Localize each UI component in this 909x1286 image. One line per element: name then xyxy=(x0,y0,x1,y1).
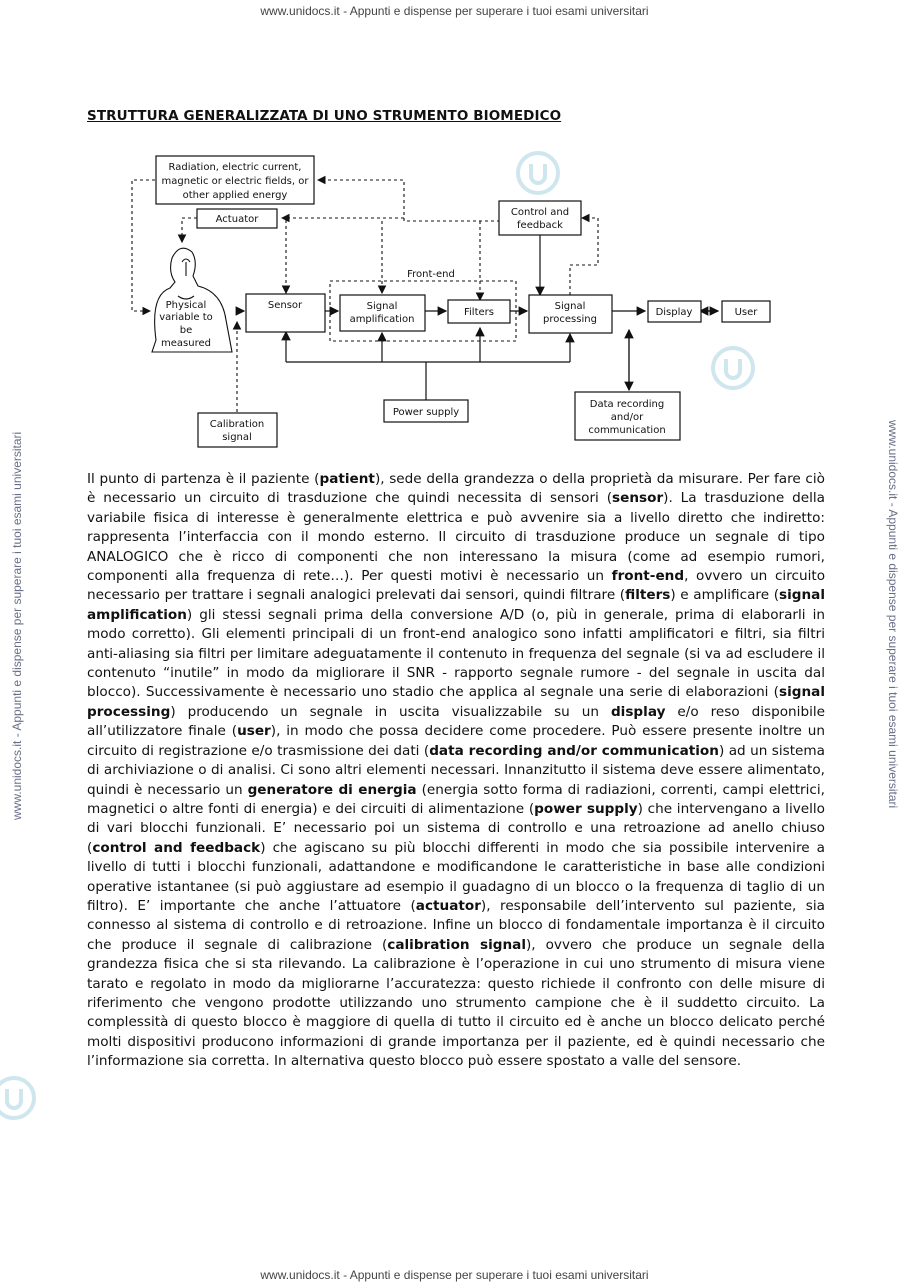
physical-label-4: measured xyxy=(161,338,211,349)
filters-label: Filters xyxy=(464,307,494,318)
logo-watermark-icon xyxy=(0,1075,40,1121)
watermark-top: www.unidocs.it - Appunti e dispense per superare i tuoi esami universitari xyxy=(260,4,649,18)
display-label: Display xyxy=(655,307,693,318)
body-keyword: filters xyxy=(625,587,671,604)
body-keyword: control and feedback xyxy=(92,839,261,856)
body-text-run: ), ovvero che produce un segnale della grandezza fisica che si sta rilevando. La calibrazione è l’operazione in cui uno strumento di misura viene tarato e regolato in modo da migliorarne l’accuratezza: questo richiede il confronto con delle misure di riferimento che vengono prodotte utilizzando uno strumento campione che è il suddetto circuito. La complessità di questo blocco è maggiore di quella di tutto il circuito ed è anche un blocco delicato perché molti dispositivi producono informazioni di grande importanza per il paziente, ed è quindi necessario che l’informazione sia corretta. In alternativa questo blocco può essere spostato a valle del sensore. xyxy=(87,936,825,1070)
physical-label-2: variable to xyxy=(159,312,213,323)
control-label-1: Control and xyxy=(510,207,570,218)
document-title: STRUTTURA GENERALIZZATA DI UNO STRUMENTO BIOMEDICO xyxy=(87,108,562,124)
body-text-run: ) che intervengano a livello di vari blocchi funzionali. E’ necessario poi un sistema di controllo e una retroazione ad anello chiuso ( xyxy=(87,800,825,856)
body-text-run: , ovvero un circuito necessario per trattare i segnali analogici prelevati dai sensori, quindi filtrare ( xyxy=(87,568,826,604)
body-keyword: sensor xyxy=(612,490,664,507)
body-paragraph xyxy=(87,470,825,1072)
energy-label-1: Radiation, electric current, xyxy=(168,162,302,173)
sensor-label: Sensor xyxy=(267,300,303,311)
body-text-run: ) producendo un segnale in uscita visualizzabile su un xyxy=(170,703,611,720)
calibration-label-1: Calibration xyxy=(209,419,265,430)
physical-label-1: Physical xyxy=(165,300,207,311)
amplification-label-1: Signal xyxy=(366,301,398,312)
body-text-run: ), responsabile dell’intervento sul paziente, sia connesso al sistema di controllo e di retroazione. Infine un blocco di fondamentale importanza è il circuito che produce il segnale di calibrazione ( xyxy=(87,897,825,953)
body-text-run: (energia sotto forma di radiazioni, correnti, campi elettrici, magnetici o altre fonti di energia) e dei circuiti di alimentazione ( xyxy=(87,781,825,817)
body-text-run: e/o reso disponibile all’utilizzatore finale ( xyxy=(87,703,825,740)
body-keyword: actuator xyxy=(415,897,481,914)
body-keyword: generatore di energia xyxy=(247,781,417,798)
recording-label-1: Data recording xyxy=(589,399,665,410)
energy-label-2: magnetic or electric fields, or xyxy=(161,176,309,187)
recording-label-2: and/or xyxy=(610,412,644,423)
body-keyword: data recording and/or communication xyxy=(429,742,719,759)
physical-label-3: be xyxy=(179,325,193,336)
watermark-bottom: www.unidocs.it - Appunti e dispense per superare i tuoi esami universitari xyxy=(260,1268,649,1282)
amplification-label-2: amplification xyxy=(349,314,415,325)
body-keyword: patient xyxy=(319,471,375,487)
body-keyword: signal processing xyxy=(87,684,825,720)
body-keyword: user xyxy=(237,723,271,740)
body-text-run: ). La trasduzione della variabile fisica di interesse è generalmente elettrica e può avvenire sia a livello diretto che indiretto: rappresenta l’interfaccia con il mondo esterno. Il circuito di trasduzione produce un segnale di tipo ANALOGICO che è ricco di componenti che non interessano la misura (come ad esempio rumori, componenti alla frequenza di rete…). Per questi motivi è necessario un xyxy=(87,490,826,585)
body-keyword: front-end xyxy=(611,568,685,585)
body-text-run: ) che agiscano su più blocchi differenti in modo che sia possibile intervenire a livello di tutti i blocchi funzionali, adattandone e modificandone le caratteristiche in base alle condizioni operative istantanee (si può aggiustare ad esempio il guadagno di un blocco o la frequenza di taglio di un filtro). E’ importante che anche l’attuatore ( xyxy=(87,839,825,914)
user-label: User xyxy=(734,307,758,318)
body-keyword: signal amplification xyxy=(87,587,826,623)
power-label: Power supply xyxy=(392,407,460,418)
watermark-left: www.unidocs.it - Appunti e dispense per superare i tuoi esami universitari xyxy=(10,431,24,820)
processing-label-2: processing xyxy=(543,314,597,325)
watermark-right: www.unidocs.it - Appunti e dispense per superare i tuoi esami universitari xyxy=(886,420,900,809)
recording-label-3: communication xyxy=(588,425,666,436)
body-text-run: ), in modo che possa decidere come procedere. Può essere presente inoltre un circuito di registrazione e/o trasmissione dei dati ( xyxy=(87,723,825,759)
body-text-run: Il punto di partenza è il paziente ( xyxy=(87,471,320,487)
calibration-label-2: signal xyxy=(222,432,252,443)
energy-label-3: other applied energy xyxy=(182,190,288,201)
body-keyword: calibration signal xyxy=(387,936,526,953)
body-text-run: ), sede della grandezza o della proprietà da misurare. Per fare ciò è necessario un circuito di trasduzione che quindi necessita di sensori ( xyxy=(87,471,825,507)
frontend-label: Front-end xyxy=(407,269,455,280)
actuator-label: Actuator xyxy=(215,214,259,225)
body-text-run: ) ad un sistema di archiviazione o di analisi. Ci sono altri elementi necessari. Innanzitutto il sistema deve essere alimentato, quindi è necessario un xyxy=(87,742,825,798)
body-keyword: display xyxy=(610,703,666,720)
control-label-2: feedback xyxy=(517,220,563,231)
processing-label-1: Signal xyxy=(554,301,586,312)
body-text-run: ) gli stessi segnali prima della conversione A/D (o, più in generale, prima di elaborarli in modo corretto). Gli elementi principali di un front-end analogico sono infatti amplificatori e filtri, sia filtri anti-aliasing sia filtri per limitare adeguatamente il contenuto in frequenza del segnale (si va ad escludere il contenuto “inutile” in modo da migliorare il SNR - rapporto segnale rumore - del segnale in uscita dal blocco). Successivamente è necessario uno stadio che applica al segnale una serie di elaborazioni ( xyxy=(87,606,825,701)
body-text-run: ) e amplificare ( xyxy=(670,587,780,604)
body-keyword: power supply xyxy=(534,800,638,817)
block-diagram xyxy=(120,150,790,450)
